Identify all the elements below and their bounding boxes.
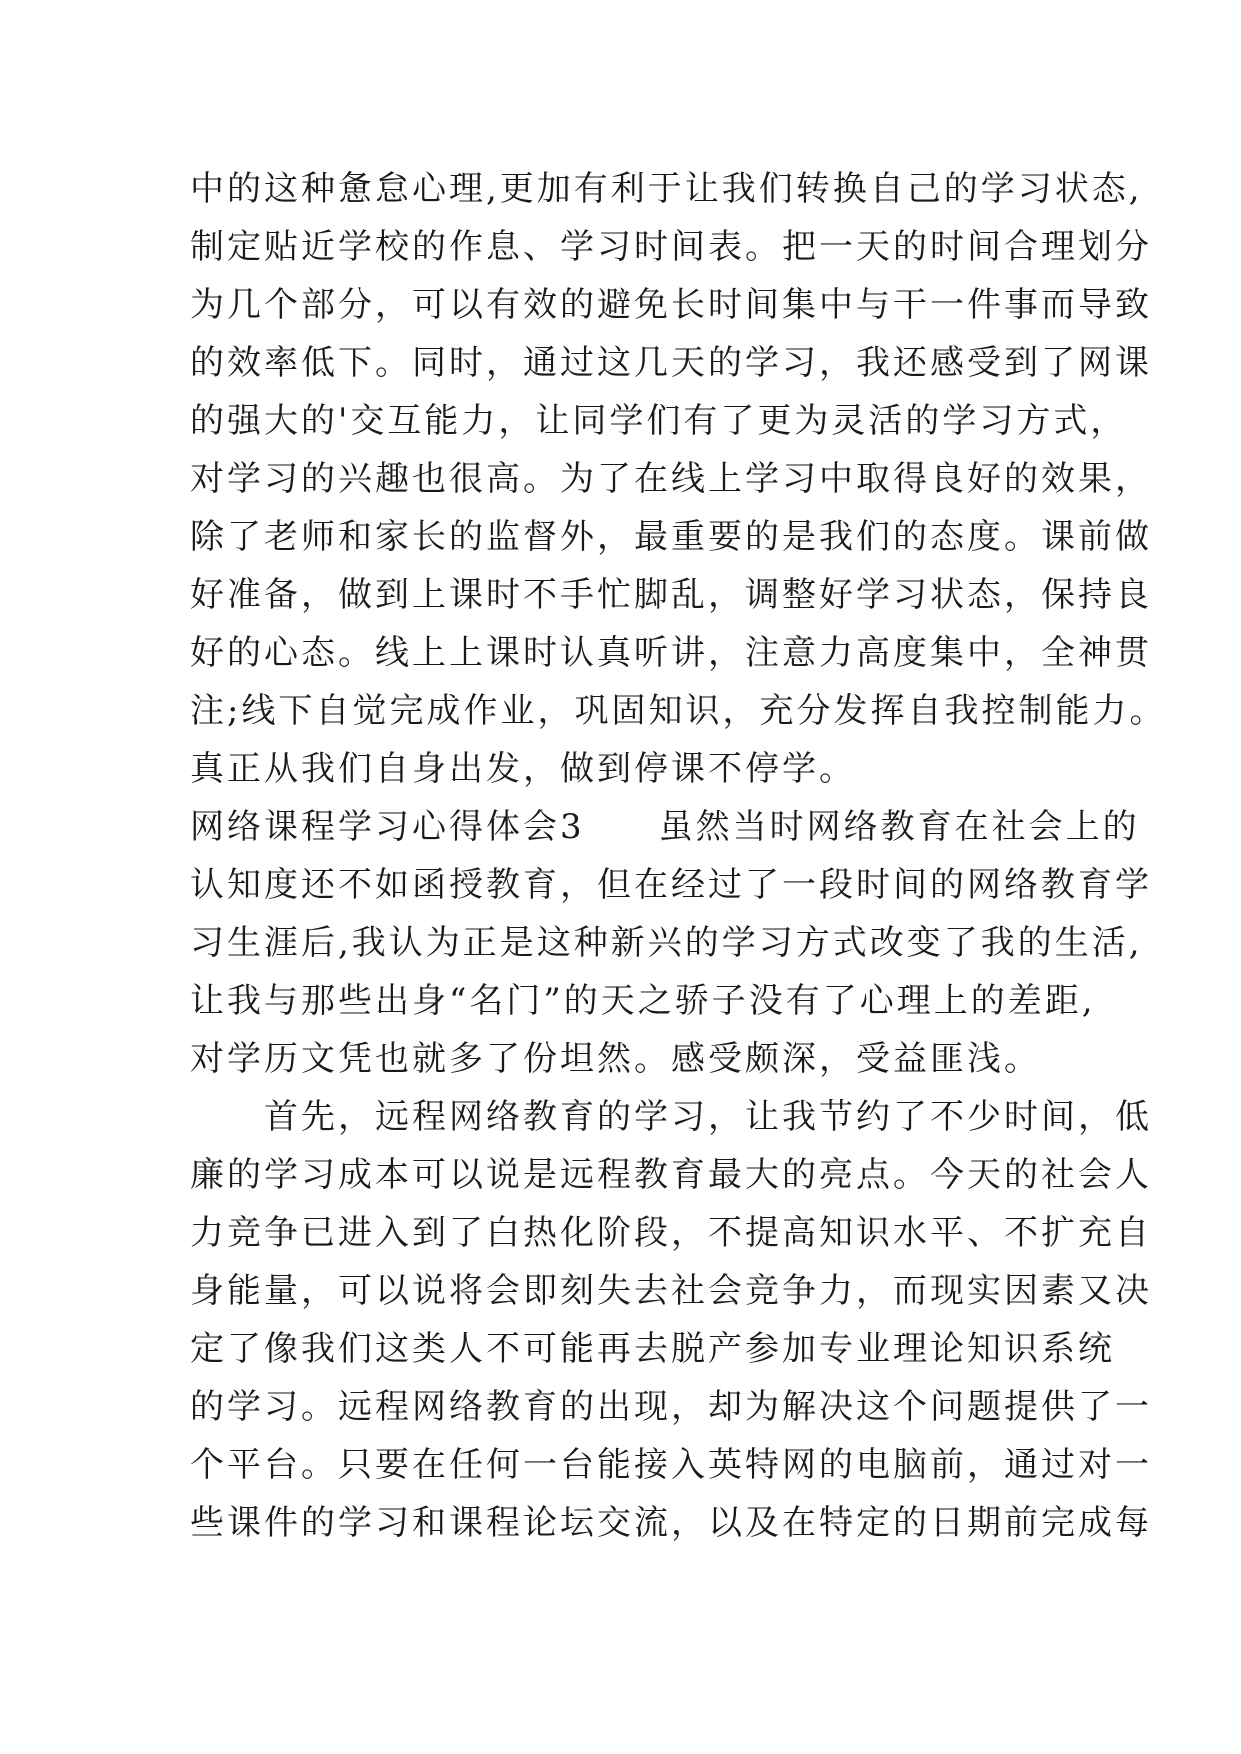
text-line: 的学习。远程网络教育的出现，却为解决这个问题提供了一 [190,1387,1152,1427]
text-line: 中的这种惫怠心理,更加有利于让我们转换自己的学习状态, [190,169,1143,209]
text-line: 对学历文凭也就多了份坦然。感受颇深，受益匪浅。 [190,1039,1041,1079]
text-line: 制定贴近学校的作息、学习时间表。把一天的时间合理划分 [190,227,1152,267]
text-line: 好的心态。线上上课时认真听讲，注意力高度集中，全神贯 [190,633,1152,673]
text-line: 个平台。只要在任何一台能接入英特网的电脑前，通过对一 [190,1445,1152,1485]
text-line: 对学习的兴趣也很高。为了在线上学习中取得良好的效果， [190,459,1152,499]
section-heading-line: 网络课程学习心得体会3 虽然当时网络教育在社会上的 [190,807,1140,847]
text-line: 为几个部分，可以有效的避免长时间集中与干一件事而导致 [190,285,1152,325]
paragraph-start-line: 首先，远程网络教育的学习，让我节约了不少时间，低 [190,1097,1152,1137]
text-line: 除了老师和家长的监督外，最重要的是我们的态度。课前做 [190,517,1152,557]
text-line: 力竞争已进入到了白热化阶段，不提高知识水平、不扩充自 [190,1213,1152,1253]
text-line: 好准备，做到上课时不手忙脚乱，调整好学习状态，保持良 [190,575,1152,615]
body-text [190,160,1167,1552]
text-line: 注;线下自觉完成作业，巩固知识，充分发挥自我控制能力。 [190,691,1167,731]
text-line: 廉的学习成本可以说是远程教育最大的亮点。今天的社会人 [190,1155,1152,1195]
text-line: 的效率低下。同时，通过这几天的学习，我还感受到了网课 [190,343,1152,383]
text-line: 让我与那些出身“名门”的天之骄子没有了心理上的差距, [190,981,1096,1021]
text-line: 定了像我们这类人不可能再去脱产参加专业理论知识系统 [190,1329,1115,1369]
text-line: 习生涯后,我认为正是这种新兴的学习方式改变了我的生活, [190,923,1143,963]
text-line: 认知度还不如函授教育，但在经过了一段时间的网络教育学 [190,865,1152,905]
text-line: 身能量，可以说将会即刻失去社会竞争力，而现实因素又决 [190,1271,1152,1311]
text-line: 些课件的学习和课程论坛交流，以及在特定的日期前完成每 [190,1503,1152,1543]
text-line: 真正从我们自身出发，做到停课不停学。 [190,749,856,789]
text-line: 的强大的'交互能力，让同学们有了更为灵活的学习方式， [190,401,1128,441]
